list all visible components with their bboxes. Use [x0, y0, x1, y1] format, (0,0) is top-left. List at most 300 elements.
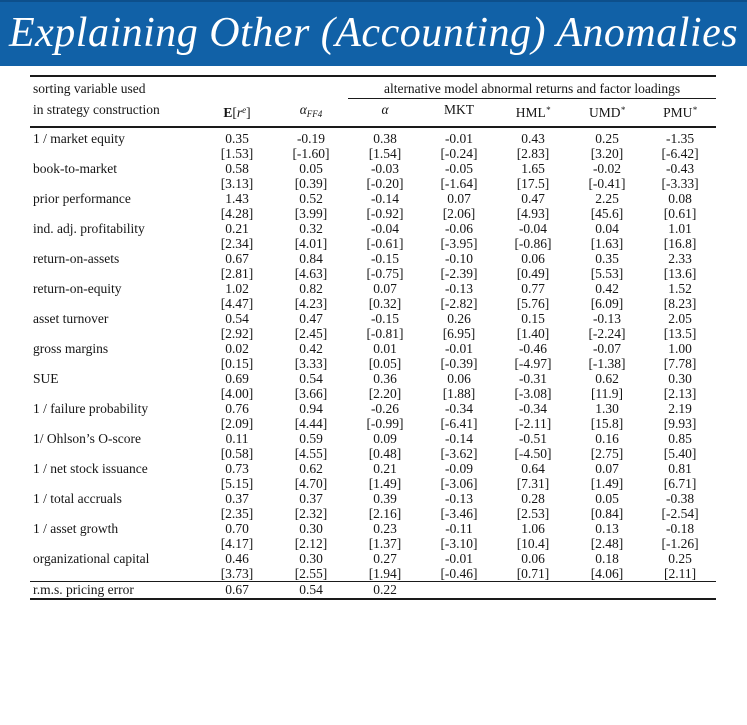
cell-tstat: [-4.97]	[514, 355, 552, 371]
cell-tstat: [1.53]	[220, 145, 254, 161]
cell-value: -0.05	[444, 160, 474, 176]
cell-value: 0.84	[299, 250, 323, 266]
data-cell	[644, 401, 716, 431]
header-spacer	[200, 76, 348, 99]
cell-value: -0.43	[665, 160, 695, 176]
cell-value: 0.25	[668, 550, 692, 566]
cell-value: -0.31	[518, 370, 548, 386]
cell-value: 0.25	[595, 130, 619, 146]
cell-tstat: [1.49]	[590, 475, 624, 491]
cell-value: -0.01	[444, 130, 474, 146]
cell-value: 0.43	[521, 130, 545, 146]
cell-value: 0.27	[373, 550, 397, 566]
cell-value: 0.08	[668, 190, 692, 206]
data-cell	[422, 221, 496, 251]
cell-value: 1.65	[521, 160, 545, 176]
data-cell	[570, 127, 644, 161]
cell-value: -0.04	[370, 220, 400, 236]
data-cell	[422, 401, 496, 431]
cell-tstat: [1.40]	[516, 325, 550, 341]
cell-tstat: [-2.39]	[440, 265, 478, 281]
cell-value: -0.38	[665, 490, 695, 506]
cell-tstat: [16.8]	[663, 235, 697, 251]
cell-tstat: [7.78]	[663, 355, 697, 371]
cell-value: 0.21	[373, 460, 397, 476]
slide-title: Explaining Other (Accounting) Anomalies	[9, 10, 739, 56]
table-row	[30, 281, 716, 311]
data-cell	[644, 251, 716, 281]
cell-tstat: [5.76]	[516, 295, 550, 311]
cell-tstat: [1.37]	[368, 535, 402, 551]
cell-value: -0.11	[445, 520, 473, 536]
data-cell	[274, 251, 348, 281]
cell-value: 0.54	[225, 310, 249, 326]
cell-tstat: [-1.64]	[440, 175, 478, 191]
data-cell	[422, 281, 496, 311]
data-cell	[200, 401, 274, 431]
data-cell	[348, 341, 422, 371]
cell-value: -0.51	[518, 430, 548, 446]
cell-value: -0.34	[518, 400, 548, 416]
row-label: return-on-assets	[33, 250, 120, 266]
cell-tstat: [-0.46]	[440, 565, 478, 581]
cell-tstat: [15.8]	[590, 415, 624, 431]
cell-value: 0.82	[299, 280, 323, 296]
cell-value: 0.35	[595, 250, 619, 266]
col-header-expected-return: $E[r^e]$	[200, 99, 274, 127]
cell-tstat: [13.5]	[663, 325, 697, 341]
left-header-line2: in strategy construction	[30, 99, 200, 127]
cell-tstat: [-1.38]	[588, 355, 626, 371]
row-label: gross margins	[33, 340, 109, 356]
col-header-pmu: PMU*	[644, 99, 716, 127]
table-row	[30, 401, 716, 431]
cell-tstat: [4.47]	[220, 295, 254, 311]
cell-tstat: [-3.95]	[440, 235, 478, 251]
row-label: organizational capital	[33, 550, 150, 566]
footer-value: 0.54	[274, 581, 348, 599]
data-cell	[348, 191, 422, 221]
cell-value: 1.06	[521, 520, 545, 536]
cell-tstat: [-6.42]	[661, 145, 699, 161]
data-cell	[422, 551, 496, 582]
cell-value: -0.13	[444, 490, 474, 506]
cell-value: -0.15	[370, 250, 400, 266]
data-cell	[644, 311, 716, 341]
cell-tstat: [2.12]	[294, 535, 328, 551]
cell-tstat: [-3.06]	[440, 475, 478, 491]
cell-tstat: [-2.11]	[514, 415, 552, 431]
cell-value: 1.52	[668, 280, 692, 296]
data-cell	[644, 371, 716, 401]
col-header-umd: UMD*	[570, 99, 644, 127]
data-cell	[274, 491, 348, 521]
cell-tstat: [0.58]	[220, 445, 254, 461]
data-cell	[570, 251, 644, 281]
data-cell	[274, 431, 348, 461]
cell-value: 0.06	[521, 250, 545, 266]
data-cell	[274, 311, 348, 341]
table-body	[30, 127, 716, 582]
data-cell	[570, 521, 644, 551]
cell-value: 0.42	[299, 340, 323, 356]
cell-value: 2.25	[595, 190, 619, 206]
cell-tstat: [7.31]	[516, 475, 550, 491]
data-cell	[422, 431, 496, 461]
cell-tstat: [4.28]	[220, 205, 254, 221]
cell-tstat: [-0.41]	[588, 175, 626, 191]
data-cell	[496, 281, 570, 311]
data-cell	[644, 221, 716, 251]
cell-tstat: [-0.99]	[366, 415, 404, 431]
cell-value: 0.13	[595, 520, 619, 536]
cell-tstat: [0.61]	[663, 205, 697, 221]
cell-value: 0.77	[521, 280, 545, 296]
cell-value: 0.05	[299, 160, 323, 176]
cell-tstat: [-0.61]	[366, 235, 404, 251]
col-header-mkt: MKT	[422, 99, 496, 127]
data-cell	[496, 221, 570, 251]
cell-tstat: [1.88]	[442, 385, 476, 401]
cell-value: 0.30	[299, 550, 323, 566]
data-cell	[200, 341, 274, 371]
col-header-alpha: α	[348, 99, 422, 127]
cell-tstat: [2.55]	[294, 565, 328, 581]
left-header-line1: sorting variable used	[33, 81, 146, 96]
footer-value	[570, 581, 644, 599]
data-cell	[422, 341, 496, 371]
cell-tstat: [-0.75]	[366, 265, 404, 281]
data-cell	[200, 431, 274, 461]
cell-value: -0.19	[296, 130, 326, 146]
data-cell	[570, 281, 644, 311]
data-cell	[496, 491, 570, 521]
cell-tstat: [8.23]	[663, 295, 697, 311]
cell-value: -0.10	[444, 250, 474, 266]
cell-value: 0.42	[595, 280, 619, 296]
cell-value: 0.38	[373, 130, 397, 146]
cell-tstat: [2.09]	[220, 415, 254, 431]
cell-value: -0.14	[370, 190, 400, 206]
cell-value: 0.32	[299, 220, 323, 236]
cell-value: 2.33	[668, 250, 692, 266]
cell-tstat: [2.13]	[663, 385, 697, 401]
cell-value: 0.85	[668, 430, 692, 446]
cell-tstat: [-0.24]	[440, 145, 478, 161]
cell-value: 0.62	[299, 460, 323, 476]
cell-value: -0.14	[444, 430, 474, 446]
data-cell	[496, 251, 570, 281]
data-cell	[496, 551, 570, 582]
data-cell	[422, 251, 496, 281]
data-cell	[348, 491, 422, 521]
cell-value: 0.07	[595, 460, 619, 476]
row-label: 1 / market equity	[33, 130, 125, 146]
cell-value: 0.37	[225, 490, 249, 506]
data-cell	[644, 461, 716, 491]
data-cell	[570, 401, 644, 431]
data-cell	[274, 401, 348, 431]
cell-value: -0.02	[592, 160, 622, 176]
table-row	[30, 521, 716, 551]
col-header-alpha-ff4: $\alpha_{FF4}$	[274, 99, 348, 127]
cell-tstat: [4.23]	[294, 295, 328, 311]
cell-value: 0.94	[299, 400, 323, 416]
cell-value: -0.13	[444, 280, 474, 296]
cell-tstat: [-3.08]	[514, 385, 552, 401]
data-cell	[422, 521, 496, 551]
cell-value: 0.47	[521, 190, 545, 206]
anomalies-table	[30, 75, 716, 600]
cell-tstat: [6.71]	[663, 475, 697, 491]
data-cell	[348, 161, 422, 191]
data-cell	[422, 371, 496, 401]
cell-value: 0.54	[299, 370, 323, 386]
cell-tstat: [-3.10]	[440, 535, 478, 551]
data-cell	[422, 127, 496, 161]
data-cell	[496, 127, 570, 161]
cell-tstat: [2.48]	[590, 535, 624, 551]
data-cell	[496, 191, 570, 221]
data-cell	[496, 431, 570, 461]
cell-tstat: [-2.54]	[661, 505, 699, 521]
data-cell	[200, 311, 274, 341]
data-cell	[644, 127, 716, 161]
cell-tstat: [45.6]	[590, 205, 624, 221]
cell-value: 0.59	[299, 430, 323, 446]
cell-tstat: [-4.50]	[514, 445, 552, 461]
table-row	[30, 251, 716, 281]
cell-value: -0.34	[444, 400, 474, 416]
data-cell	[496, 461, 570, 491]
cell-tstat: [2.75]	[590, 445, 624, 461]
data-cell	[496, 311, 570, 341]
cell-tstat: [3.20]	[590, 145, 624, 161]
data-cell	[348, 521, 422, 551]
row-label: 1/ Ohlson’s O-score	[33, 430, 141, 446]
cell-value: -0.09	[444, 460, 474, 476]
cell-value: 2.05	[668, 310, 692, 326]
cell-tstat: [4.55]	[294, 445, 328, 461]
cell-tstat: [9.93]	[663, 415, 697, 431]
cell-value: -0.13	[592, 310, 622, 326]
cell-value: 0.07	[447, 190, 471, 206]
cell-tstat: [-1.60]	[292, 145, 330, 161]
footer-value: 0.22	[348, 581, 422, 599]
data-cell	[274, 161, 348, 191]
table-wrap	[30, 75, 716, 600]
cell-tstat: [2.32]	[294, 505, 328, 521]
data-cell	[348, 127, 422, 161]
table-row	[30, 127, 716, 161]
table-row	[30, 161, 716, 191]
table-row	[30, 491, 716, 521]
header-row-columns	[30, 99, 716, 127]
data-cell	[274, 371, 348, 401]
cell-tstat: [2.83]	[516, 145, 550, 161]
cell-tstat: [0.05]	[368, 355, 402, 371]
cell-tstat: [4.93]	[516, 205, 550, 221]
table-header	[30, 76, 716, 127]
row-label: 1 / net stock issuance	[33, 460, 148, 476]
table-row	[30, 551, 716, 582]
cell-value: 0.52	[299, 190, 323, 206]
row-label: ind. adj. profitability	[33, 220, 145, 236]
row-label: asset turnover	[33, 310, 109, 326]
cell-tstat: [-3.46]	[440, 505, 478, 521]
data-cell	[570, 161, 644, 191]
data-cell	[274, 521, 348, 551]
cell-value: 0.07	[373, 280, 397, 296]
cell-tstat: [-2.82]	[440, 295, 478, 311]
data-cell	[274, 221, 348, 251]
cell-tstat: [2.16]	[368, 505, 402, 521]
data-cell	[200, 251, 274, 281]
cell-tstat: [-2.24]	[588, 325, 626, 341]
cell-value: 0.26	[447, 310, 471, 326]
data-cell	[570, 551, 644, 582]
cell-value: -0.03	[370, 160, 400, 176]
data-cell	[348, 311, 422, 341]
cell-value: 0.09	[373, 430, 397, 446]
data-cell	[570, 341, 644, 371]
cell-value: 0.04	[595, 220, 619, 236]
row-label: return-on-equity	[33, 280, 122, 296]
cell-tstat: [4.63]	[294, 265, 328, 281]
data-cell	[348, 221, 422, 251]
cell-tstat: [4.01]	[294, 235, 328, 251]
data-cell	[274, 281, 348, 311]
cell-tstat: [11.9]	[590, 385, 624, 401]
cell-tstat: [0.32]	[368, 295, 402, 311]
cell-tstat: [4.00]	[220, 385, 254, 401]
cell-tstat: [1.54]	[368, 145, 402, 161]
span-header: alternative model abnormal returns and factor loadings	[348, 76, 716, 99]
footer-value: 0.67	[200, 581, 274, 599]
cell-tstat: [1.94]	[368, 565, 402, 581]
data-cell	[570, 371, 644, 401]
data-cell	[422, 191, 496, 221]
data-cell	[422, 491, 496, 521]
cell-tstat: [2.53]	[516, 505, 550, 521]
data-cell	[496, 401, 570, 431]
cell-value: 2.19	[668, 400, 692, 416]
cell-value: 0.46	[225, 550, 249, 566]
cell-tstat: [5.53]	[590, 265, 624, 281]
cell-value: 0.01	[373, 340, 397, 356]
cell-tstat: [-1.26]	[661, 535, 699, 551]
data-cell	[496, 521, 570, 551]
cell-value: -0.01	[444, 550, 474, 566]
footer-value	[422, 581, 496, 599]
cell-value: 0.81	[668, 460, 692, 476]
cell-tstat: [-0.86]	[514, 235, 552, 251]
cell-tstat: [4.44]	[294, 415, 328, 431]
cell-tstat: [-0.20]	[366, 175, 404, 191]
data-cell	[200, 127, 274, 161]
data-cell	[200, 161, 274, 191]
cell-value: 1.43	[225, 190, 249, 206]
table-row	[30, 191, 716, 221]
cell-value: -0.04	[518, 220, 548, 236]
cell-tstat: [0.71]	[516, 565, 550, 581]
cell-tstat: [6.95]	[442, 325, 476, 341]
row-label: 1 / failure probability	[33, 400, 149, 416]
data-cell	[274, 191, 348, 221]
data-cell	[200, 551, 274, 582]
data-cell	[644, 281, 716, 311]
data-cell	[496, 161, 570, 191]
cell-value: 0.23	[373, 520, 397, 536]
cell-tstat: [3.73]	[220, 565, 254, 581]
cell-tstat: [2.45]	[294, 325, 328, 341]
cell-value: 0.70	[225, 520, 249, 536]
cell-value: 0.28	[521, 490, 545, 506]
data-cell	[200, 521, 274, 551]
data-cell	[200, 491, 274, 521]
cell-value: 0.35	[225, 130, 249, 146]
data-cell	[348, 251, 422, 281]
cell-tstat: [10.4]	[516, 535, 550, 551]
rms-pricing-error-row	[30, 581, 716, 599]
cell-value: 0.64	[521, 460, 545, 476]
cell-tstat: [3.33]	[294, 355, 328, 371]
table-row	[30, 311, 716, 341]
footer-value	[496, 581, 570, 599]
table-footer	[30, 581, 716, 599]
table-row	[30, 461, 716, 491]
data-cell	[274, 461, 348, 491]
cell-tstat: [0.48]	[368, 445, 402, 461]
footer-value	[644, 581, 716, 599]
data-cell	[200, 461, 274, 491]
cell-tstat: [0.39]	[294, 175, 328, 191]
data-cell	[644, 161, 716, 191]
row-label: SUE	[33, 370, 59, 386]
data-cell	[422, 461, 496, 491]
data-cell	[644, 191, 716, 221]
cell-tstat: [0.49]	[516, 265, 550, 281]
row-label: 1 / asset growth	[33, 520, 119, 536]
cell-tstat: [2.11]	[663, 565, 697, 581]
cell-tstat: [4.06]	[590, 565, 624, 581]
cell-tstat: [13.6]	[663, 265, 697, 281]
cell-value: 1.01	[668, 220, 692, 236]
cell-value: 0.69	[225, 370, 249, 386]
data-cell	[274, 127, 348, 161]
table-row	[30, 371, 716, 401]
cell-tstat: [2.06]	[442, 205, 476, 221]
cell-value: -0.07	[592, 340, 622, 356]
data-cell	[348, 551, 422, 582]
data-cell	[570, 491, 644, 521]
cell-value: 1.02	[225, 280, 249, 296]
cell-tstat: [3.13]	[220, 175, 254, 191]
cell-tstat: [1.49]	[368, 475, 402, 491]
data-cell	[348, 401, 422, 431]
cell-value: 1.00	[668, 340, 692, 356]
data-cell	[570, 461, 644, 491]
footer-label: r.m.s. pricing error	[30, 581, 200, 599]
data-cell	[496, 341, 570, 371]
cell-tstat: [-6.41]	[440, 415, 478, 431]
data-cell	[644, 521, 716, 551]
cell-value: 0.06	[521, 550, 545, 566]
data-cell	[348, 461, 422, 491]
cell-tstat: [2.34]	[220, 235, 254, 251]
table-row	[30, 431, 716, 461]
header-row-span	[30, 76, 716, 99]
